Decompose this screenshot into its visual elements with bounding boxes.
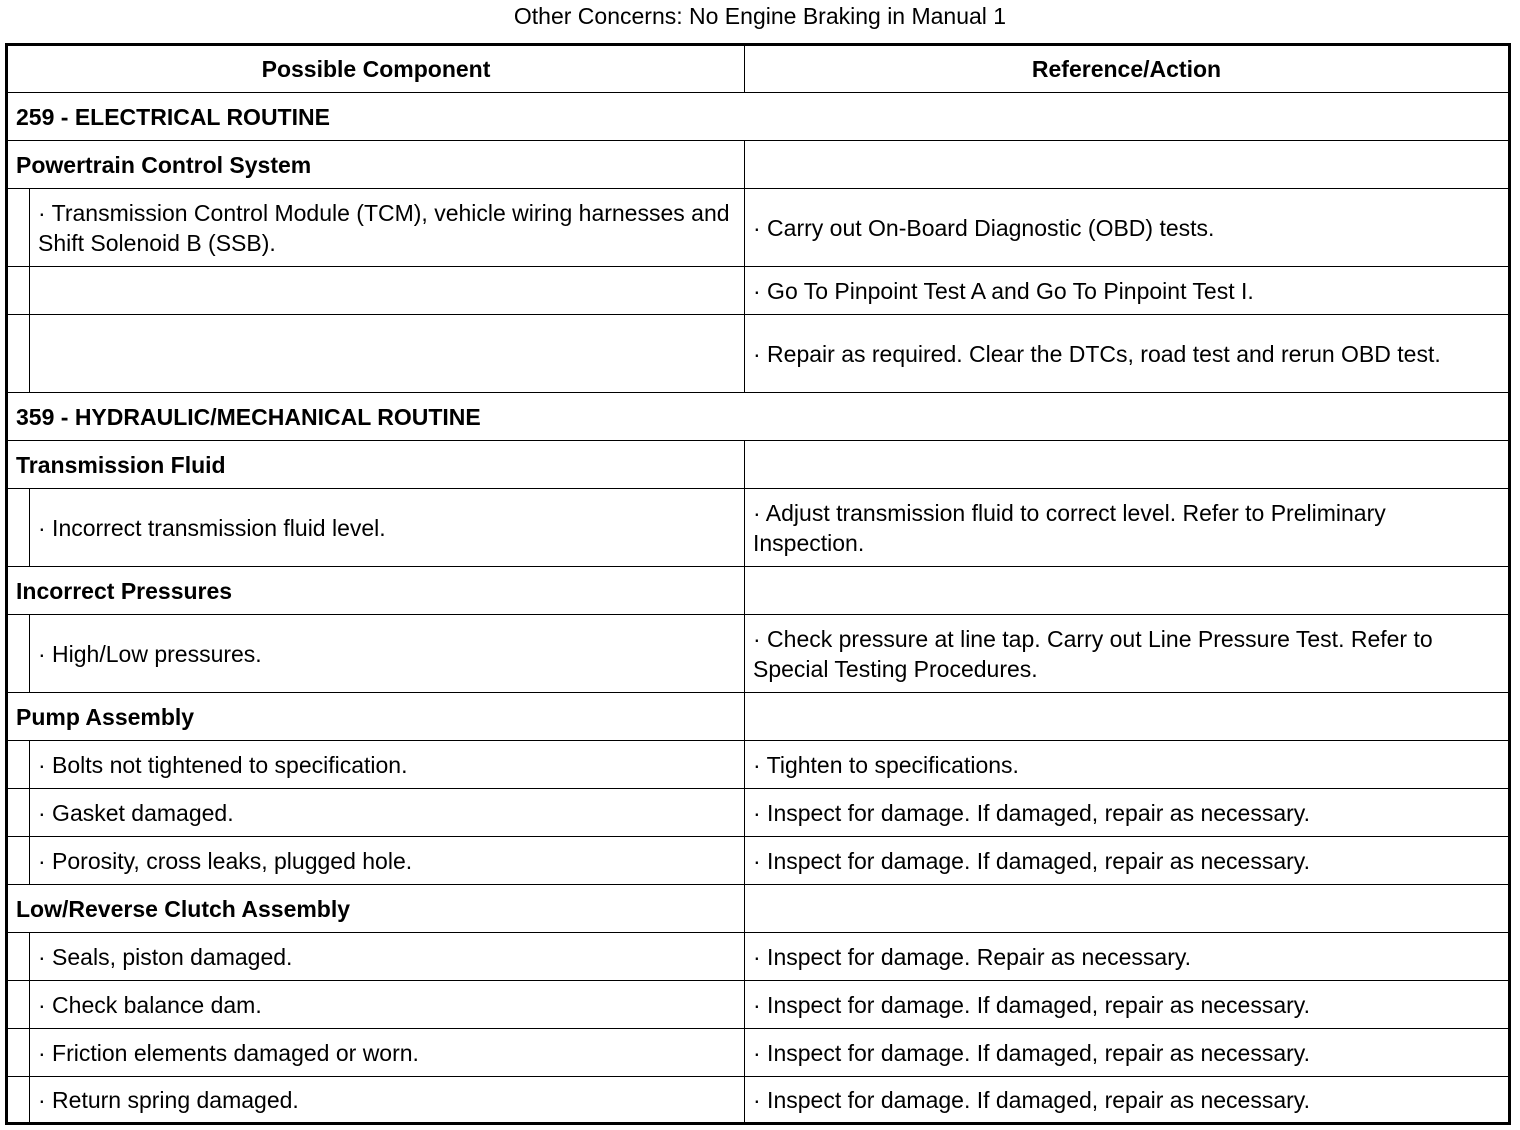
group-label: Pump Assembly — [7, 693, 745, 741]
table-row — [7, 837, 1510, 885]
group-row — [7, 141, 1510, 189]
section-row — [7, 393, 1510, 441]
indent-cell — [7, 981, 30, 1029]
table-row — [7, 1077, 1510, 1124]
component-cell: · Incorrect transmission fluid level. — [30, 489, 745, 567]
indent-cell — [7, 267, 30, 315]
header-row — [7, 45, 1510, 93]
action-cell: · Go To Pinpoint Test A and Go To Pinpoint Test I. — [745, 267, 1510, 315]
component-cell: · Check balance dam. — [30, 981, 745, 1029]
group-label: Transmission Fluid — [7, 441, 745, 489]
group-action-empty — [745, 141, 1510, 189]
section-label: 259 - ELECTRICAL ROUTINE — [7, 93, 1510, 141]
indent-cell — [7, 1077, 30, 1124]
component-cell: · Bolts not tightened to specification. — [30, 741, 745, 789]
indent-cell — [7, 489, 30, 567]
group-row — [7, 693, 1510, 741]
component-cell: · Return spring damaged. — [30, 1077, 745, 1124]
table-row — [7, 981, 1510, 1029]
table-row — [7, 1029, 1510, 1077]
diagnostic-table — [5, 43, 1511, 1125]
group-label: Powertrain Control System — [7, 141, 745, 189]
action-cell: · Check pressure at line tap. Carry out Line Pressure Test. Refer to Special Testing Procedures. — [745, 615, 1510, 693]
table-row — [7, 189, 1510, 267]
header-reference-action: Reference/Action — [745, 45, 1510, 93]
table-row — [7, 267, 1510, 315]
action-cell: · Inspect for damage. If damaged, repair as necessary. — [745, 1029, 1510, 1077]
indent-cell — [7, 615, 30, 693]
action-cell: · Adjust transmission fluid to correct level. Refer to Preliminary Inspection. — [745, 489, 1510, 567]
component-cell: · Seals, piston damaged. — [30, 933, 745, 981]
table-row — [7, 741, 1510, 789]
component-cell: · Porosity, cross leaks, plugged hole. — [30, 837, 745, 885]
component-cell — [30, 315, 745, 393]
group-action-empty — [745, 441, 1510, 489]
group-action-empty — [745, 567, 1510, 615]
component-cell: · High/Low pressures. — [30, 615, 745, 693]
action-cell: · Carry out On-Board Diagnostic (OBD) tests. — [745, 189, 1510, 267]
action-cell: · Inspect for damage. If damaged, repair as necessary. — [745, 837, 1510, 885]
action-cell: · Inspect for damage. If damaged, repair as necessary. — [745, 789, 1510, 837]
indent-cell — [7, 789, 30, 837]
group-row — [7, 441, 1510, 489]
action-cell: · Inspect for damage. Repair as necessary. — [745, 933, 1510, 981]
table-row — [7, 489, 1510, 567]
group-action-empty — [745, 885, 1510, 933]
action-cell: · Repair as required. Clear the DTCs, road test and rerun OBD test. — [745, 315, 1510, 393]
group-label: Incorrect Pressures — [7, 567, 745, 615]
action-cell: · Inspect for damage. If damaged, repair as necessary. — [745, 1077, 1510, 1124]
header-possible-component: Possible Component — [7, 45, 745, 93]
table-row — [7, 315, 1510, 393]
group-row — [7, 567, 1510, 615]
indent-cell — [7, 1029, 30, 1077]
section-label: 359 - HYDRAULIC/MECHANICAL ROUTINE — [7, 393, 1510, 441]
indent-cell — [7, 189, 30, 267]
section-row — [7, 93, 1510, 141]
group-label: Low/Reverse Clutch Assembly — [7, 885, 745, 933]
component-cell: · Gasket damaged. — [30, 789, 745, 837]
page-title: Other Concerns: No Engine Braking in Manual 1 — [513, 3, 1007, 29]
group-row — [7, 885, 1510, 933]
action-cell: · Inspect for damage. If damaged, repair as necessary. — [745, 981, 1510, 1029]
group-action-empty — [745, 693, 1510, 741]
table-row — [7, 615, 1510, 693]
indent-cell — [7, 741, 30, 789]
indent-cell — [7, 837, 30, 885]
table-row — [7, 933, 1510, 981]
component-cell: · Friction elements damaged or worn. — [30, 1029, 745, 1077]
indent-cell — [7, 315, 30, 393]
component-cell: · Transmission Control Module (TCM), vehicle wiring harnesses and Shift Solenoid B (SSB). — [30, 189, 745, 267]
action-cell: · Tighten to specifications. — [745, 741, 1510, 789]
indent-cell — [7, 933, 30, 981]
table-row — [7, 789, 1510, 837]
component-cell — [30, 267, 745, 315]
